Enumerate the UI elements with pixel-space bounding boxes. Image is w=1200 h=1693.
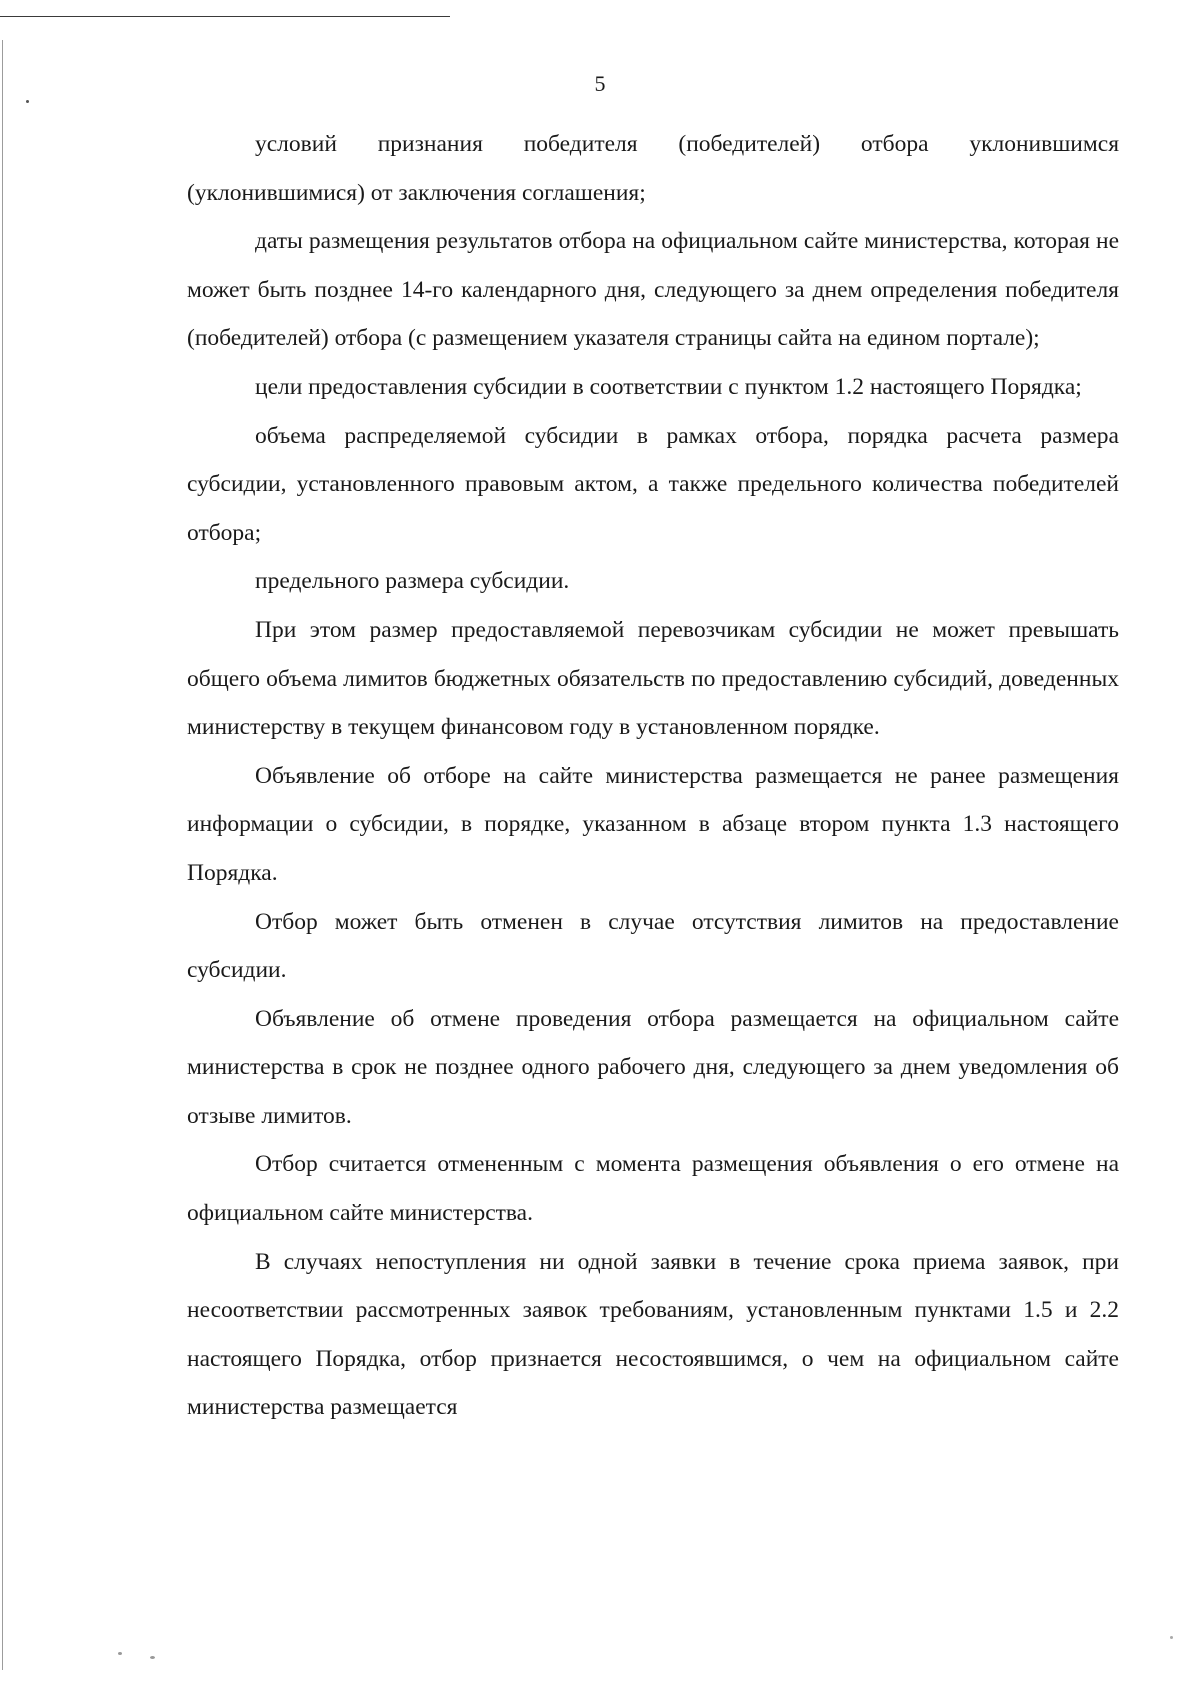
- paragraph: цели предоставления субсидии в соответствии с пунктом 1.2 настоящего Порядка;: [255, 373, 1082, 400]
- paragraph: условий признания победителя (победителей) отбора уклонившимся (уклонившимися) от заключения соглашения;: [187, 131, 1119, 206]
- scan-edge-line-left: [2, 40, 3, 1670]
- page-number: 5: [594, 71, 606, 96]
- paragraph: Отбор может быть отменен в случае отсутствия лимитов на предоставление субсидии.: [187, 908, 1119, 984]
- scan-speck: [118, 1652, 122, 1655]
- scan-speck: [1170, 1636, 1173, 1639]
- paragraph: Объявление об отмене проведения отбора размещается на официальном сайте министерства в срок не позднее одного рабочего дня, следующего за днем уведомления об отзыве лимитов.: [187, 1005, 1119, 1129]
- paragraph: даты размещения результатов отбора на официальном сайте министерства, которая не может быть позднее 14-го календарного дня, следующего за днем определения победителя (победителей) отбора (с размещением указателя страницы сайта на едином портале);: [187, 228, 1119, 352]
- paragraph: В случаях непоступления ни одной заявки в течение срока приема заявок, при несоответствии рассмотренных заявок требованиям, установленным пунктами 1.5 и 2.2 настоящего Порядка, отбор признается несостоявшимся, о чем на официальном сайте министерства размещается: [187, 1248, 1119, 1421]
- paragraph: Объявление об отборе на сайте министерства размещается не ранее размещения информации о субсидии, в порядке, указанном в абзаце втором пункта 1.3 настоящего Порядка.: [187, 762, 1119, 886]
- scan-edge-line-top: [0, 16, 450, 17]
- paragraph: При этом размер предоставляемой перевозчикам субсидии не может превышать общего объема лимитов бюджетных обязательств по предоставлению субсидий, доведенных министерству в текущем финансовом году в установленном порядке.: [187, 616, 1119, 741]
- scan-speck: [26, 100, 29, 103]
- document-body: [187, 120, 1119, 1432]
- paragraph: объема распределяемой субсидии в рамках отбора, порядка расчета размера субсидии, установленного правовым актом, а также предельного количества победителей отбора;: [187, 422, 1119, 546]
- paragraph: предельного размера субсидии.: [255, 568, 570, 595]
- paragraph: Отбор считается отмененным с момента размещения объявления о его отмене на официальном сайте министерства.: [187, 1151, 1119, 1227]
- scan-speck: [150, 1656, 155, 1659]
